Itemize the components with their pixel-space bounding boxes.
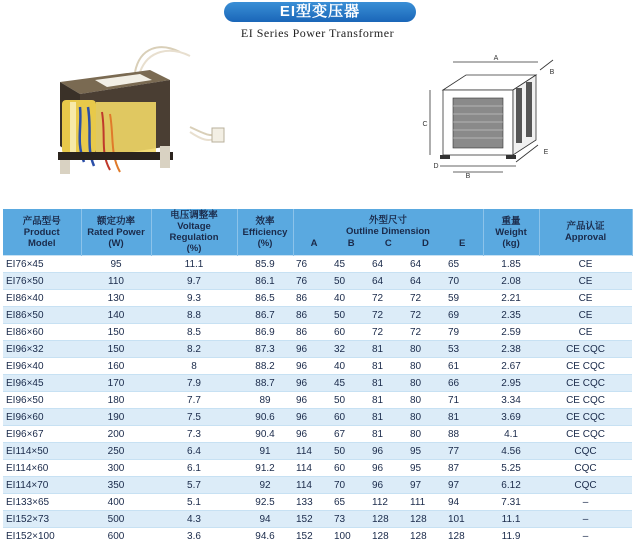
cell-weight: 2.95 — [483, 375, 539, 392]
table-row — [3, 273, 632, 290]
cell-efficiency: 88.2 — [237, 358, 293, 375]
cell-rated-power: 140 — [81, 307, 151, 324]
cell-rated-power: 130 — [81, 290, 151, 307]
table-row — [3, 528, 632, 544]
cell-dim-b: 40 — [331, 290, 369, 307]
cell-dim-c: 64 — [369, 273, 407, 290]
cell-dim-e: 87 — [445, 460, 483, 477]
cell-efficiency: 86.5 — [237, 290, 293, 307]
cell-voltage-regulation: 8 — [151, 358, 237, 375]
cell-dim-e: 70 — [445, 273, 483, 290]
cell-voltage-regulation: 4.3 — [151, 511, 237, 528]
cell-dim-a: 86 — [293, 307, 331, 324]
header-dim-c: C — [385, 238, 392, 249]
cell-dim-e: 97 — [445, 477, 483, 494]
cell-model: EI96×40 — [3, 358, 81, 375]
cell-voltage-regulation: 9.7 — [151, 273, 237, 290]
cell-model: EI96×60 — [3, 409, 81, 426]
cell-weight: 3.69 — [483, 409, 539, 426]
table-body — [3, 256, 632, 544]
cell-dim-d: 128 — [407, 528, 445, 544]
cell-approval: CE CQC — [539, 358, 632, 375]
cell-voltage-regulation: 8.2 — [151, 341, 237, 358]
cell-approval: – — [539, 494, 632, 511]
cell-dim-c: 128 — [369, 528, 407, 544]
cell-dim-c: 81 — [369, 375, 407, 392]
cell-rated-power: 180 — [81, 392, 151, 409]
cell-dim-d: 72 — [407, 307, 445, 324]
cell-rated-power: 300 — [81, 460, 151, 477]
cell-weight: 2.35 — [483, 307, 539, 324]
cell-dim-c: 72 — [369, 290, 407, 307]
cell-efficiency: 86.7 — [237, 307, 293, 324]
header-dim-b: B — [348, 238, 355, 249]
cell-model: EI96×45 — [3, 375, 81, 392]
cell-voltage-regulation: 7.9 — [151, 375, 237, 392]
transformer-photo — [40, 42, 240, 192]
cell-weight: 2.59 — [483, 324, 539, 341]
dimension-label-a: A — [494, 55, 499, 62]
cell-dim-e: 65 — [445, 256, 483, 273]
cell-dim-c: 72 — [369, 324, 407, 341]
cell-dim-d: 80 — [407, 358, 445, 375]
table-row — [3, 307, 632, 324]
table-row — [3, 392, 632, 409]
cell-efficiency: 86.9 — [237, 324, 293, 341]
header-weight: 重量 Weight (kg) — [483, 209, 539, 256]
cell-efficiency: 85.9 — [237, 256, 293, 273]
page-title-banner: EI型变压器 — [224, 2, 416, 22]
cell-voltage-regulation: 9.3 — [151, 290, 237, 307]
dimension-label-d: D — [433, 163, 438, 170]
cell-dim-e: 59 — [445, 290, 483, 307]
cell-model: EI96×50 — [3, 392, 81, 409]
table-row — [3, 324, 632, 341]
cell-approval: CE CQC — [539, 426, 632, 443]
table-row — [3, 477, 632, 494]
cell-dim-d: 95 — [407, 460, 445, 477]
cell-dim-e: 88 — [445, 426, 483, 443]
cell-efficiency: 90.4 — [237, 426, 293, 443]
cell-rated-power: 110 — [81, 273, 151, 290]
page-subtitle: EI Series Power Transformer — [0, 26, 635, 41]
header-dim-d: D — [422, 238, 429, 249]
cell-voltage-regulation: 7.5 — [151, 409, 237, 426]
cell-weight: 11.9 — [483, 528, 539, 544]
header-approval: 产品认证 Approval — [539, 209, 632, 256]
cell-voltage-regulation: 7.3 — [151, 426, 237, 443]
cell-dim-e: 53 — [445, 341, 483, 358]
cell-weight: 11.1 — [483, 511, 539, 528]
cell-weight: 1.85 — [483, 256, 539, 273]
cell-rated-power: 150 — [81, 324, 151, 341]
cell-weight: 2.38 — [483, 341, 539, 358]
header-dim-e: E — [459, 238, 465, 249]
cell-approval: CE CQC — [539, 392, 632, 409]
cell-dim-d: 80 — [407, 426, 445, 443]
cell-rated-power: 400 — [81, 494, 151, 511]
cell-voltage-regulation: 6.4 — [151, 443, 237, 460]
cell-dim-e: 61 — [445, 358, 483, 375]
cell-approval: CQC — [539, 460, 632, 477]
cell-dim-a: 133 — [293, 494, 331, 511]
dimension-label-c: C — [422, 121, 427, 128]
cell-dim-c: 128 — [369, 511, 407, 528]
cell-dim-b: 50 — [331, 443, 369, 460]
dimension-label-b-bottom: B — [466, 173, 471, 180]
cell-dim-e: 66 — [445, 375, 483, 392]
table-row — [3, 341, 632, 358]
cell-dim-b: 70 — [331, 477, 369, 494]
cell-dim-a: 114 — [293, 443, 331, 460]
cell-dim-c: 96 — [369, 477, 407, 494]
table-row — [3, 375, 632, 392]
cell-approval: – — [539, 528, 632, 544]
cell-dim-e: 81 — [445, 409, 483, 426]
cell-model: EI86×60 — [3, 324, 81, 341]
cell-rated-power: 170 — [81, 375, 151, 392]
cell-dim-d: 111 — [407, 494, 445, 511]
cell-efficiency: 91 — [237, 443, 293, 460]
cell-dim-c: 64 — [369, 256, 407, 273]
cell-model: EI86×40 — [3, 290, 81, 307]
cell-dim-c: 96 — [369, 460, 407, 477]
cell-efficiency: 89 — [237, 392, 293, 409]
cell-voltage-regulation: 3.6 — [151, 528, 237, 544]
cell-rated-power: 200 — [81, 426, 151, 443]
cell-dim-c: 72 — [369, 307, 407, 324]
cell-dim-d: 72 — [407, 290, 445, 307]
cell-dim-b: 45 — [331, 256, 369, 273]
cell-dim-a: 114 — [293, 460, 331, 477]
cell-dim-b: 67 — [331, 426, 369, 443]
cell-weight: 2.08 — [483, 273, 539, 290]
cell-dim-e: 101 — [445, 511, 483, 528]
cell-approval: CE — [539, 273, 632, 290]
cell-approval: CE — [539, 256, 632, 273]
cell-dim-b: 45 — [331, 375, 369, 392]
cell-rated-power: 95 — [81, 256, 151, 273]
cell-dim-b: 50 — [331, 307, 369, 324]
cell-dim-c: 81 — [369, 426, 407, 443]
cell-dim-a: 96 — [293, 341, 331, 358]
cell-dim-a: 96 — [293, 375, 331, 392]
header-dim-a: A — [311, 238, 318, 249]
cell-approval: CE — [539, 290, 632, 307]
cell-dim-b: 100 — [331, 528, 369, 544]
cell-efficiency: 94.6 — [237, 528, 293, 544]
cell-dim-b: 60 — [331, 324, 369, 341]
cell-weight: 2.21 — [483, 290, 539, 307]
cell-dim-c: 96 — [369, 443, 407, 460]
cell-dim-b: 65 — [331, 494, 369, 511]
cell-model: EI76×50 — [3, 273, 81, 290]
cell-voltage-regulation: 11.1 — [151, 256, 237, 273]
cell-voltage-regulation: 7.7 — [151, 392, 237, 409]
cell-dim-a: 96 — [293, 392, 331, 409]
cell-dim-e: 94 — [445, 494, 483, 511]
cell-dim-e: 128 — [445, 528, 483, 544]
cell-weight: 5.25 — [483, 460, 539, 477]
cell-dim-e: 69 — [445, 307, 483, 324]
header-voltage-regulation: 电压调整率 Voltage Regulation (%) — [151, 209, 237, 256]
cell-voltage-regulation: 5.7 — [151, 477, 237, 494]
cell-dim-a: 96 — [293, 358, 331, 375]
cell-model: EI76×45 — [3, 256, 81, 273]
cell-model: EI133×65 — [3, 494, 81, 511]
cell-dim-c: 81 — [369, 358, 407, 375]
header-rated-power: 额定功率 Rated Power (W) — [81, 209, 151, 256]
cell-rated-power: 350 — [81, 477, 151, 494]
cell-rated-power: 500 — [81, 511, 151, 528]
cell-dim-b: 60 — [331, 409, 369, 426]
table-row — [3, 426, 632, 443]
cell-dim-c: 112 — [369, 494, 407, 511]
table-row — [3, 511, 632, 528]
cell-dim-d: 95 — [407, 443, 445, 460]
cell-approval: CQC — [539, 443, 632, 460]
cell-model: EI114×50 — [3, 443, 81, 460]
dimension-label-b-side: B — [550, 69, 555, 76]
cell-rated-power: 190 — [81, 409, 151, 426]
cell-rated-power: 150 — [81, 341, 151, 358]
cell-rated-power: 160 — [81, 358, 151, 375]
cell-efficiency: 94 — [237, 511, 293, 528]
cell-weight: 7.31 — [483, 494, 539, 511]
cell-dim-d: 80 — [407, 375, 445, 392]
cell-dim-e: 77 — [445, 443, 483, 460]
cell-model: EI152×100 — [3, 528, 81, 544]
cell-weight: 2.67 — [483, 358, 539, 375]
cell-dim-a: 152 — [293, 528, 331, 544]
cell-dim-b: 32 — [331, 341, 369, 358]
cell-dim-d: 80 — [407, 409, 445, 426]
cell-approval: CE CQC — [539, 341, 632, 358]
dimension-label-e: E — [544, 149, 549, 156]
cell-dim-d: 72 — [407, 324, 445, 341]
table-row — [3, 358, 632, 375]
cell-voltage-regulation: 8.8 — [151, 307, 237, 324]
outline-dimension-drawing — [408, 50, 558, 180]
cell-efficiency: 86.1 — [237, 273, 293, 290]
cell-rated-power: 600 — [81, 528, 151, 544]
cell-efficiency: 87.3 — [237, 341, 293, 358]
cell-voltage-regulation: 6.1 — [151, 460, 237, 477]
cell-dim-b: 50 — [331, 273, 369, 290]
cell-dim-c: 81 — [369, 341, 407, 358]
cell-dim-b: 73 — [331, 511, 369, 528]
table-row — [3, 409, 632, 426]
cell-dim-a: 114 — [293, 477, 331, 494]
header-model: 产品型号 Product Model — [3, 209, 81, 256]
table-row — [3, 443, 632, 460]
cell-dim-d: 80 — [407, 341, 445, 358]
cell-dim-d: 97 — [407, 477, 445, 494]
cell-model: EI86×50 — [3, 307, 81, 324]
cell-efficiency: 91.2 — [237, 460, 293, 477]
table-row — [3, 494, 632, 511]
cell-dim-a: 86 — [293, 290, 331, 307]
cell-dim-d: 64 — [407, 256, 445, 273]
cell-voltage-regulation: 5.1 — [151, 494, 237, 511]
cell-voltage-regulation: 8.5 — [151, 324, 237, 341]
cell-efficiency: 92 — [237, 477, 293, 494]
cell-approval: CE — [539, 307, 632, 324]
cell-weight: 6.12 — [483, 477, 539, 494]
cell-efficiency: 92.5 — [237, 494, 293, 511]
cell-dim-a: 96 — [293, 426, 331, 443]
table-row — [3, 460, 632, 477]
cell-dim-c: 81 — [369, 392, 407, 409]
cell-dim-b: 50 — [331, 392, 369, 409]
header-efficiency: 效率 Efficiency (%) — [237, 209, 293, 256]
cell-model: EI114×60 — [3, 460, 81, 477]
cell-model: EI96×32 — [3, 341, 81, 358]
cell-approval: CE — [539, 324, 632, 341]
cell-dim-e: 79 — [445, 324, 483, 341]
cell-rated-power: 250 — [81, 443, 151, 460]
cell-weight: 4.56 — [483, 443, 539, 460]
table-header-row — [3, 209, 632, 256]
cell-efficiency: 88.7 — [237, 375, 293, 392]
cell-model: EI96×67 — [3, 426, 81, 443]
header-outline-dimension: 外型尺寸 Outline Dimension A B C D E — [293, 209, 483, 256]
cell-weight: 3.34 — [483, 392, 539, 409]
cell-approval: – — [539, 511, 632, 528]
cell-dim-b: 40 — [331, 358, 369, 375]
cell-model: EI152×73 — [3, 511, 81, 528]
cell-dim-a: 96 — [293, 409, 331, 426]
table-row — [3, 290, 632, 307]
cell-dim-b: 60 — [331, 460, 369, 477]
cell-dim-d: 128 — [407, 511, 445, 528]
transformer-spec-table — [3, 209, 633, 544]
cell-dim-a: 76 — [293, 256, 331, 273]
cell-dim-a: 86 — [293, 324, 331, 341]
cell-dim-c: 81 — [369, 409, 407, 426]
cell-approval: CQC — [539, 477, 632, 494]
table-row — [3, 256, 632, 273]
cell-dim-e: 71 — [445, 392, 483, 409]
cell-dim-d: 80 — [407, 392, 445, 409]
cell-weight: 4.1 — [483, 426, 539, 443]
cell-efficiency: 90.6 — [237, 409, 293, 426]
cell-approval: CE CQC — [539, 375, 632, 392]
cell-model: EI114×70 — [3, 477, 81, 494]
cell-dim-a: 76 — [293, 273, 331, 290]
cell-dim-a: 152 — [293, 511, 331, 528]
cell-approval: CE CQC — [539, 409, 632, 426]
cell-dim-d: 64 — [407, 273, 445, 290]
